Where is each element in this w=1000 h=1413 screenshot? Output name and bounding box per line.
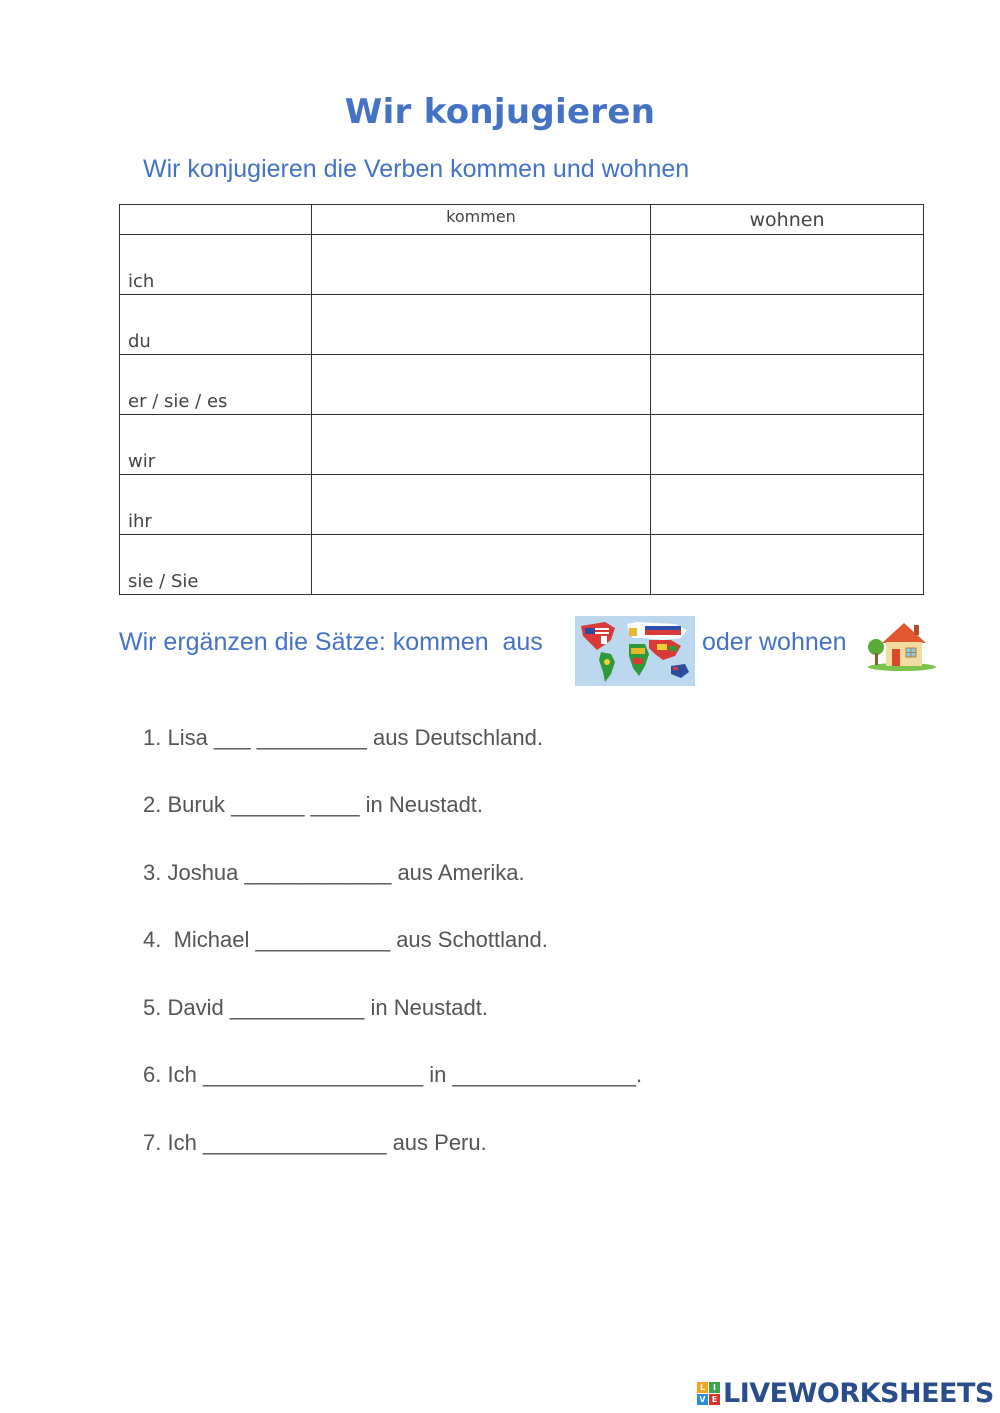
pronoun-cell: ich — [120, 235, 312, 295]
pronoun-cell: er / sie / es — [120, 355, 312, 415]
sentence-item: 2. Buruk ______ ____ in Neustadt. — [143, 792, 484, 817]
table-header-row — [120, 205, 924, 235]
logo-cube-icon: L I V E — [697, 1382, 720, 1405]
pronoun-cell: du — [120, 295, 312, 355]
sentence-item: 3. Joshua ____________ aus Amerika. — [143, 860, 525, 885]
sentence-item: 4. Michael ___________ aus Schottland. — [143, 927, 548, 952]
table-row — [120, 355, 924, 415]
world-map-flags-icon — [575, 616, 695, 686]
table-header-empty — [120, 205, 312, 235]
page-title: Wir konjugieren — [344, 92, 656, 132]
table-header-wohnen: wohnen — [651, 205, 924, 235]
answer-cell-wohnen[interactable] — [651, 295, 924, 355]
table-row — [120, 475, 924, 535]
answer-cell-kommen[interactable] — [312, 295, 651, 355]
conjugation-table — [119, 204, 924, 595]
table-row — [120, 235, 924, 295]
pronoun-cell: wir — [120, 415, 312, 475]
house-icon — [866, 619, 938, 671]
sentence-item: 6. Ich __________________ in _______________. — [143, 1062, 643, 1087]
pronoun-cell: sie / Sie — [120, 535, 312, 595]
page-subtitle: Wir konjugieren die Verben kommen und wohnen — [143, 155, 690, 183]
sentence-item: 7. Ich _______________ aus Peru. — [143, 1130, 487, 1155]
liveworksheets-logo — [697, 1376, 994, 1410]
answer-cell-kommen[interactable] — [312, 415, 651, 475]
exercise-instruction-end: oder wohnen — [702, 628, 847, 656]
sentence-item: 1. Lisa ___ _________ aus Deutschland. — [143, 725, 543, 750]
logo-text: LIVEWORKSHEETS — [723, 1377, 994, 1409]
answer-cell-kommen[interactable] — [312, 235, 651, 295]
sentence-item: 5. David ___________ in Neustadt. — [143, 995, 488, 1020]
table-row — [120, 415, 924, 475]
table-row — [120, 535, 924, 595]
answer-cell-wohnen[interactable] — [651, 415, 924, 475]
answer-cell-kommen[interactable] — [312, 535, 651, 595]
exercise-instruction: Wir ergänzen die Sätze: kommen aus — [119, 628, 543, 656]
pronoun-cell: ihr — [120, 475, 312, 535]
answer-cell-kommen[interactable] — [312, 475, 651, 535]
answer-cell-wohnen[interactable] — [651, 355, 924, 415]
table-header-kommen: kommen — [312, 205, 651, 235]
answer-cell-wohnen[interactable] — [651, 535, 924, 595]
answer-cell-wohnen[interactable] — [651, 475, 924, 535]
answer-cell-wohnen[interactable] — [651, 235, 924, 295]
answer-cell-kommen[interactable] — [312, 355, 651, 415]
table-row — [120, 295, 924, 355]
